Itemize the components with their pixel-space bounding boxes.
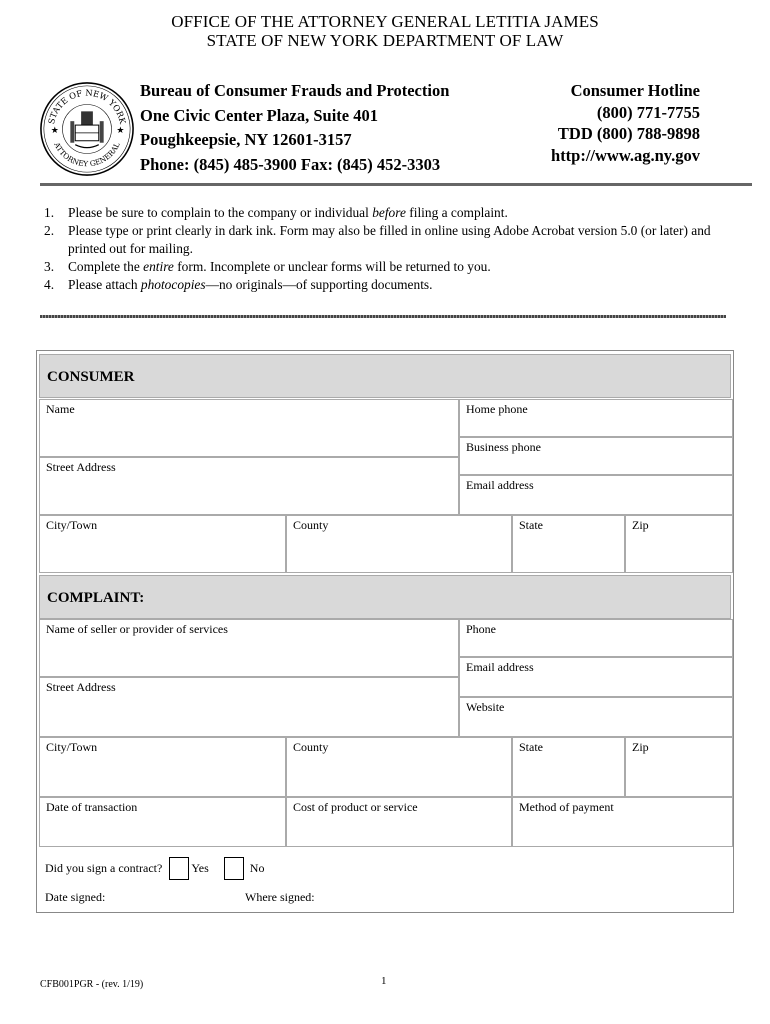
bureau-name: Bureau of Consumer Frauds and Protection (140, 81, 450, 100)
title-line-2: STATE OF NEW YORK DEPARTMENT OF LAW (206, 31, 564, 50)
phone-fax: Phone: (845) 485-3900 Fax: (845) 452-3303 (140, 154, 441, 174)
consumer-home-phone-field[interactable]: Home phone (459, 399, 733, 437)
contract-question-row (45, 857, 264, 880)
state-seal-icon (38, 80, 136, 178)
consumer-county-field[interactable]: County (286, 515, 512, 573)
document-title (0, 12, 770, 50)
consumer-email-field[interactable]: Email address (459, 475, 733, 515)
address-line-1: One Civic Center Plaza, Suite 401 (140, 105, 378, 125)
seal-text-bottom: ATTORNEY GENERAL (52, 140, 122, 169)
website-link[interactable]: http://www.ag.ny.gov (551, 145, 700, 165)
seller-zip-field[interactable]: Zip (625, 737, 733, 797)
cost-field[interactable]: Cost of product or service (286, 797, 512, 847)
seal-text-top: STATE OF NEW YORK (46, 87, 128, 125)
consumer-heading: CONSUMER (39, 354, 731, 398)
hotline-label: Consumer Hotline (570, 81, 700, 100)
svg-text:★: ★ (50, 124, 59, 135)
date-signed-field[interactable]: Date signed: (45, 890, 106, 904)
svg-text:★: ★ (116, 124, 125, 135)
complaint-form (36, 350, 734, 913)
title-line-1: OFFICE OF THE ATTORNEY GENERAL LETITIA JAMES (171, 12, 599, 31)
tdd-number: TDD (800) 788-9898 (557, 124, 700, 143)
contract-yes-checkbox[interactable] (169, 857, 189, 880)
hotline-number: (800) 771-7755 (596, 102, 700, 122)
header-divider (40, 183, 752, 186)
contract-question: Did you sign a contract? (45, 861, 163, 875)
seller-street-field[interactable]: Street Address (39, 677, 459, 737)
seller-name-field[interactable]: Name of seller or provider of services (39, 619, 459, 677)
instruction-item: 2. Please type or print clearly in dark ink. Form may also be filled in online using Adobe Acrobat version 5.0 (or later) and printed out for mailing. (44, 223, 711, 256)
seller-city-field[interactable]: City/Town (39, 737, 286, 797)
address-line-2: Poughkeepsie, NY 12601-3157 (140, 130, 352, 149)
consumer-street-field[interactable]: Street Address (39, 457, 459, 515)
yes-label: Yes (191, 861, 209, 875)
consumer-state-field[interactable]: State (512, 515, 625, 573)
seller-website-field[interactable]: Website (459, 697, 733, 737)
consumer-zip-field[interactable]: Zip (625, 515, 733, 573)
hotline-block (551, 80, 700, 166)
where-signed-field[interactable]: Where signed: (245, 890, 315, 904)
complaint-heading: COMPLAINT: (39, 575, 731, 619)
seller-phone-field[interactable]: Phone (459, 619, 733, 657)
transaction-date-field[interactable]: Date of transaction (39, 797, 286, 847)
consumer-city-field[interactable]: City/Town (39, 515, 286, 573)
instruction-item: 1. Please be sure to complain to the company or individual before filing a complaint. (44, 205, 508, 220)
seller-email-field[interactable]: Email address (459, 657, 733, 697)
instruction-item: 4. Please attach photocopies—no originals—of supporting documents. (44, 277, 433, 292)
page-number: 1 (381, 975, 387, 987)
section-divider (40, 315, 726, 318)
instructions-list (44, 204, 734, 294)
payment-method-field[interactable]: Method of payment (512, 797, 733, 847)
consumer-business-phone-field[interactable]: Business phone (459, 437, 733, 475)
form-id: CFB001PGR - (rev. 1/19) (40, 979, 144, 990)
bureau-address-block (140, 80, 449, 178)
seller-county-field[interactable]: County (286, 737, 512, 797)
no-label: No (249, 861, 265, 875)
instruction-item: 3. Complete the entire form. Incomplete or unclear forms will be returned to you. (44, 259, 491, 274)
seller-state-field[interactable]: State (512, 737, 625, 797)
consumer-name-field[interactable]: Name (39, 399, 459, 457)
contract-no-checkbox[interactable] (224, 857, 244, 880)
